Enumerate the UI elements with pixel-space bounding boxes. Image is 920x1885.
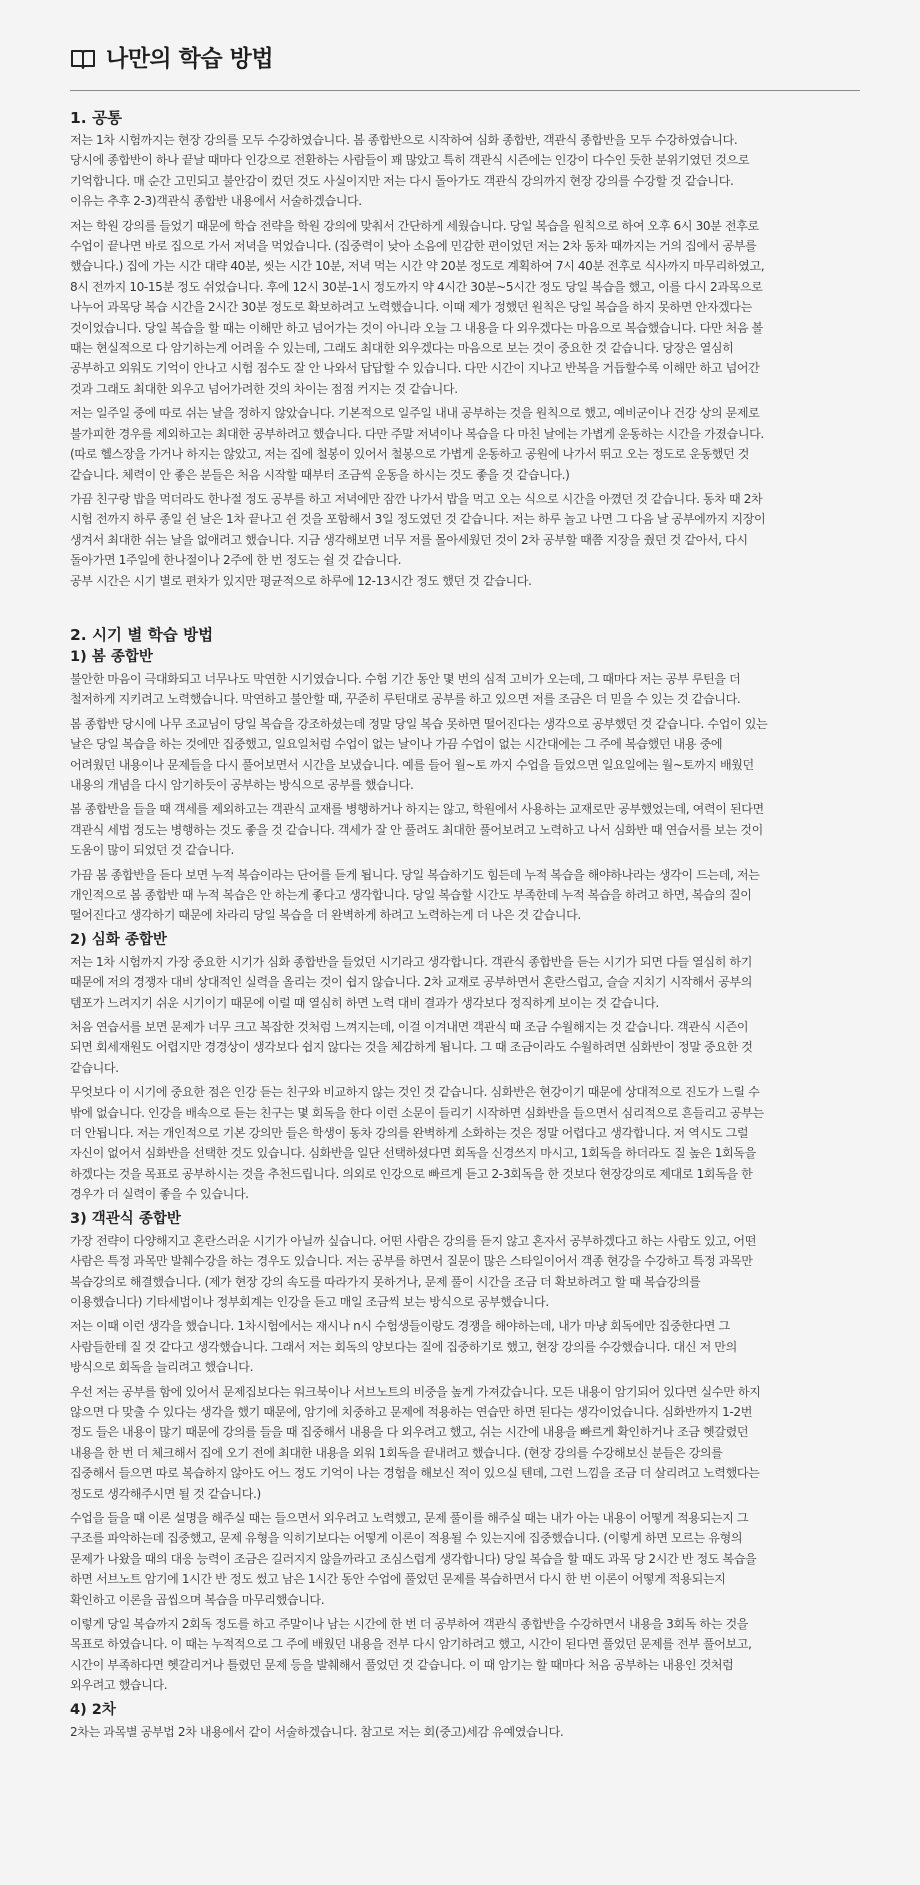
paragraph [70,952,860,1013]
text-line: 밖에 없습니다. 인강을 배속으로 듣는 친구는 몇 회독을 한다 이런 소문이 들리기 시작하면 심화반을 들으면서 심리적으로 흔들리고 공부는 [70,1105,764,1120]
text-line: 생겨서 최대한 쉬는 날을 없애려고 했습니다. 지금 생각해보면 너무 저를 몰아세웠던 것이 2차 공부할 때쯤 지장을 줬던 것 같아서, 다시 [70,532,748,547]
text-line: 저는 1차 시험까지는 현장 강의를 모두 수강하였습니다. 봄 종합반으로 시작하여 심화 종합반, 객관식 종합반을 모두 수강하였습니다. [70,133,738,147]
text-line: 외우려고 했습니다. [70,1678,168,1693]
text-line: 집중해서 들으면 따로 복습하지 않아도 어느 정도 기억이 나는 경험을 해보신 적이 있으실 텐데, 그런 느낌을 조금 더 살리려고 노력했다는 [70,1466,760,1481]
paragraph [70,1614,860,1696]
text-line: 하겠다는 것을 목표로 공부하시는 것을 추천드립니다. 의외로 인강으로 빠르게 듣고 2-3회독을 한 것보다 현장강의로 제대로 1회독을 한 [70,1166,753,1181]
paragraph [70,216,860,400]
subsection-heading-1: 1) 봄 종합반 [70,648,153,665]
page-title: 나만의 학습 방법 [106,46,274,72]
text-line: 기억합니다. 매 순간 고민되고 불안감이 컸던 것도 사실이지만 저는 다시 돌아가도 객관식 강의까지 현장 강의를 수강할 것 같습니다. [70,173,734,188]
text-line: 복습강의로 해결했습니다. (제가 현장 강의 속도를 따라가지 못하거나, 문제 풀이 시간을 조금 더 확보하려고 할 때 복습강의를 [70,1274,701,1289]
text-line: 때는 현실적으로 다 암기하는게 어려울 수 있는데, 그래도 최대한 외우겠다는 마음으로 보는 것이 중요한 것 같습니다. 당장은 열심히 [70,341,734,356]
text-line: 같습니다. [70,1060,119,1075]
text-line: 봄 종합반 당시에 나무 조교님이 당일 복습을 강조하셨는데 정말 당일 복습 못하면 떨어진다는 생각으로 공부했던 것 같습니다. 수업이 있는 [70,716,768,731]
text-line: 방식으로 회독을 늘리려고 했습니다. [70,1360,254,1375]
text-line: 이용했습니다) 기타세법이나 정부회계는 인강을 듣고 매일 조금씩 보는 방식으로 공부했습니다. [70,1294,549,1309]
text-line: 자신이 없어서 심화반을 선택한 것도 있습니다. 심화반을 일단 선택하셨다면 회독을 신경쓰지 마시고, 1회독을 하더라도 질 높은 1회독을 [70,1146,756,1161]
paragraph [70,865,860,926]
text-line: 떨어진다고 생각하기 때문에 차라리 당일 복습을 더 완벽하게 하려고 노력하는게 더 나은 것 같습니다. [70,908,581,923]
paragraph [70,669,860,710]
text-line: 하면 서브노트 암기에 1시간 반 정도 썼고 남은 1시간 동안 수업에 풀었던 문제를 복습하면서 다시 한 번 이론이 어떻게 적용되는지 [70,1572,726,1587]
text-line: 이렇게 당일 복습까지 2회독 정도를 하고 주말이나 남는 시간에 한 번 더 공부하여 객관식 종합반을 수강하면서 내용을 3회독 하는 것을 [70,1617,749,1631]
text-line: 사람들한테 질 것 같다고 생각했습니다. 그래서 저는 회독의 양보다는 질에 집중하기로 했고, 현장 강의를 수강했습니다. 대신 저 만의 [70,1339,737,1354]
paragraph [70,1508,860,1610]
text-line: 당시에 종합반이 하나 끝날 때마다 인강으로 전환하는 사람들이 꽤 많았고 특히 객관식 시즌에는 인강이 다수인 듯한 분위기였던 것으로 [70,153,750,168]
text-line: 저는 학원 강의를 들었기 때문에 학습 전략을 학원 강의에 맞춰서 간단하게 세웠습니다. 당일 복습을 원칙으로 하여 오후 6시 30분 전후로 [70,218,759,233]
text-line: 공부하고 외워도 기억이 안나고 시험 점수도 잘 안 나와서 답답할 수 있습니다. 다만 시간이 지나고 반복을 거듭할수록 이해만 하고 넘어간 [70,361,760,376]
text-line: 어려웠던 내용이나 문제들을 다시 풀어보면서 시간을 보냈습니다. 예를 들어 월~토 까지 수업을 들었으면 일요일에는 월~토까지 배웠던 [70,757,754,772]
text-line: 경우가 더 실력이 좋을 수 있습니다. [70,1187,249,1202]
book-icon [70,48,96,70]
paragraph [70,130,860,212]
text-line: 사람은 특정 과목만 발췌수강을 하는 경우도 있습니다. 저는 공부를 하면서 질문이 많은 스타일이어서 객종 현강을 수강하고 특정 과목만 [70,1254,753,1269]
text-line: 문제가 나왔을 때의 대응 능력이 조금은 길러지지 않을까라고 조심스럽게 생각합니다) 당일 복습을 할 때도 과목 당 2시간 반 정도 복습을 [70,1551,757,1566]
text-line: 시험 전까지 하루 종일 쉰 날은 1차 끝나고 쉰 것을 포함해서 3일 정도였던 것 같습니다. 저는 하루 놀고 나면 그 다음 날 공부에까지 지장이 [70,512,766,527]
paragraph [70,714,860,796]
text-line: 시간이 부족하다면 헷갈리거나 틀렸던 문제 등을 발췌해서 풀었던 것 같습니다. 이 때 암기는 할 때마다 처음 공부하는 내용인 것처럼 [70,1657,734,1672]
text-line: 템포가 느려지기 쉬운 시기이기 때문에 이럴 때 열심히 하면 노력 대비 결과가 생각보다 정직하게 보이는 것 같습니다. [70,995,659,1010]
section-heading-common: 1. 공통 [70,109,123,127]
text-line: 가끔 친구랑 밥을 먹더라도 한나절 정도 공부를 하고 저녁에만 잠깐 나가서 밥을 먹고 오는 식으로 시간을 아꼈던 것 같습니다. 동차 때 2차 [70,491,763,506]
text-line: 것이었습니다. 당일 복습을 할 때는 이해만 하고 넘어가는 것이 아니라 오늘 그 내용을 다 외우겠다는 마음으로 복습했습니다. 다만 처음 볼 [70,320,763,335]
subsection-heading-2: 2) 심화 종합반 [70,931,167,948]
text-line: 불안한 마음이 극대화되고 너무나도 막연한 시기였습니다. 수험 기간 동안 몇 번의 심적 고비가 오는데, 그 때마다 저는 공부 루틴을 더 [70,671,741,686]
paragraph [70,1722,860,1742]
text-line: 개인적으로 봄 종합반 때 누적 복습은 안 하는게 좋다고 생각합니다. 당일 복습할 시간도 부족한데 누적 복습을 하려고 하면, 복습의 질이 [70,888,752,902]
text-line: 객관식 세법 정도는 병행하는 것도 좋을 것 같습니다. 객세가 잘 안 풀려도 최대한 풀어보려고 노력하고 나서 심화반 때 연습서를 보는 것이 [70,822,763,837]
text-line: 저는 일주일 중에 따로 쉬는 날을 정하지 않았습니다. 기본적으로 일주일 내내 공부하는 것을 원칙으로 했고, 예비군이나 건강 상의 문제로 [70,406,760,421]
paragraph [70,1231,860,1313]
text-line: 가장 전략이 다양해지고 혼란스러운 시기가 아닐까 싶습니다. 어떤 사람은 강의를 듣지 않고 혼자서 공부하겠다고 하는 사람도 있고, 어떤 [70,1233,756,1248]
text-line: 봄 종합반을 들을 때 객세를 제외하고는 객관식 교재를 병행하거나 하지는 않고, 학원에서 사용하는 교재로만 공부했었는데, 여력이 된다면 [70,802,764,817]
section-periods [70,624,860,1742]
text-line: 철저하게 지키려고 노력했습니다. 막연하고 불안할 때, 꾸준히 루틴대로 공부를 하고 있으면 저를 조금은 더 믿을 수 있는 것 같습니다. [70,692,741,707]
text-line: 돌아가면 1주일에 한나절이나 2주에 한 번 정도는 쉴 것 같습니다. [70,553,402,568]
text-line: 정도 들은 내용이 많기 때문에 강의를 들을 때 집중해서 내용을 다 외우려고 했고, 쉬는 시간에 내용을 빠르게 확인하거나 조금 헷갈렸던 [70,1425,749,1440]
text-line: 우선 저는 공부를 함에 있어서 문제집보다는 워크북이나 서브노트의 비중을 높게 가져갔습니다. 모든 내용이 암기되어 있다면 실수만 하지 [70,1384,761,1399]
subsection-heading-4: 4) 2차 [70,1701,116,1718]
text-line: 저는 1차 시험까지 가장 중요한 시기가 심화 종합반을 들었던 시기라고 생각합니다. 객관식 종합반을 듣는 시기가 되면 다들 열심히 하기 [70,954,752,969]
text-line: 정도로 생각해주시면 될 것 같습니다.) [70,1486,261,1501]
text-line: 8시 전까지 10-15분 정도 쉬었습니다. 후에 12시 30분-1시 정도까지 약 4시간 30분~5시간 정도 당일 복습을 했고, 이를 다시 2과목으로 [70,279,763,294]
content [70,91,860,1742]
section-heading-periods: 2. 시기 별 학습 방법 [70,625,214,644]
paragraph [70,403,860,485]
paragraph [70,1082,860,1204]
text-line: 내용을 한 번 더 체크해서 집에 오기 전에 최대한 내용을 외워 1회독을 끝내려고 했습니다. (현장 강의를 수강해보신 분들은 강의를 [70,1445,723,1460]
section-common [70,107,860,591]
text-line: 것과 그래도 최대한 외우고 넘어가려한 것의 차이는 점점 커지는 것 같습니다. [70,381,458,396]
text-line: 무엇보다 이 시기에 중요한 점은 인강 듣는 친구와 비교하지 않는 것인 것 같습니다. 심화반은 현강이기 때문에 상대적으로 진도가 느릴 수 [70,1085,760,1100]
text-line: 확인하고 이론을 곱씹으며 복습을 마무리했습니다. [70,1592,325,1607]
text-line: 수업을 들을 때 이론 설명을 해주실 때는 들으면서 외우려고 노력했고, 문제 풀이를 해주실 때는 내가 아는 내용이 어떻게 적용되는지 그 [70,1510,749,1525]
text-line: 날은 당일 복습을 하는 것에만 집중했고, 일요일처럼 수업이 없는 날이나 가끔 수업이 없는 시간대에는 그 주에 복습했던 내용 중에 [70,737,723,752]
text-line: 때문에 저의 경쟁자 대비 상대적인 실력을 올리는 것이 쉽지 않습니다. 2차 교재로 공부하면서 혼란스럽고, 슬슬 지치기 시작해서 공부의 [70,975,752,990]
text-line: 내용의 개념을 다시 암기하듯이 공부하는 방식으로 공부를 했습니다. [70,777,414,792]
paragraph [70,489,860,591]
text-line: 했습니다.) 집에 가는 시간 대략 40분, 씻는 시간 10분, 저녁 먹는 시간 약 20분 정도로 계획하여 7시 40분 전후로 식사까지 마무리하였고, [70,259,765,274]
text-line: 않으면 다 맞출 수 있다는 생각을 했기 때문에, 암기에 치중하고 문제에 적용하는 연습만 하면 된다는 생각이었습니다. 심화반까지 1-2번 [70,1404,752,1419]
paragraph [70,799,860,860]
text-line: 도움이 많이 되었던 것 같습니다. [70,843,234,858]
text-line: 저는 이때 이런 생각을 했습니다. 1차시험에서는 재시나 n시 수험생들이랑도 경쟁을 해야하는데, 내가 마냥 회독에만 집중한다면 그 [70,1319,730,1334]
paragraph [70,1017,860,1078]
subsection-heading-3: 3) 객관식 종합반 [70,1210,181,1227]
text-line: 이유는 추후 2-3)객관식 종합반 내용에서 서술하겠습니다. [70,194,362,209]
text-line: 구조를 파악하는데 집중했고, 문제 유형을 익히기보다는 어떻게 이론이 적용될 수 있는지에 집중했습니다. (이렇게 하면 모르는 유형의 [70,1531,743,1546]
text-line: 나누어 과목당 복습 시간을 2시간 30분 정도로 확보하려고 노력했습니다. 이때 제가 정했던 원칙은 당일 복습을 하지 못하면 안자겠다는 [70,300,752,315]
paragraph [70,1382,860,1504]
text-line: 더 안됩니다. 저는 개인적으로 기본 강의만 들은 학생이 동차 강의를 완벽하게 소화하는 것은 정말 어렵다고 생각합니다. 저 역시도 그럴 [70,1126,749,1141]
title-row [70,44,860,91]
text-line: (따로 헬스장을 가거나 하지는 않았고, 저는 집에 철봉이 있어서 철봉으로 가볍게 운동하고 공원에 나가서 뛰고 오는 정도로 운동했던 것 [70,447,750,462]
paragraph [70,1316,860,1377]
text-line: 불가피한 경우를 제외하고는 최대한 공부하려고 했습니다. 다만 주말 저녁이나 복습을 다 마친 날에는 가볍게 운동하는 시간을 가졌습니다. [70,426,764,441]
text-line: 처음 연습서를 보면 문제가 너무 크고 복잡한 것처럼 느껴지는데, 이걸 이겨내면 객관식 때 조금 수월해지는 것 같습니다. 객관식 시즌이 [70,1020,749,1035]
text-line: 수업이 끝나면 바로 집으로 가서 저녁을 먹었습니다. (집중력이 낮아 소음에 민감한 편이었던 저는 2차 동차 때까지는 거의 집에서 공부를 [70,239,757,254]
text-line: 2차는 과목별 공부법 2차 내용에서 같이 서술하겠습니다. 참고로 저는 회(중고)세감 유예였습니다. [70,1724,564,1739]
text-line: 가끔 봄 종합반을 듣다 보면 누적 복습이라는 단어를 듣게 됩니다. 당일 복습하기도 힘든데 누적 복습을 해야하나라는 생각이 드는데, 저는 [70,867,760,882]
text-line: 되면 회세재원도 어렵지만 경경상이 생각보다 쉽지 않다는 것을 체감하게 됩니다. 그 때 조금이라도 수월하려면 심화반이 정말 중요한 것 [70,1040,753,1055]
text-line: 목표로 하였습니다. 이 때는 누적적으로 그 주에 배웠던 내용을 전부 다시 암기하려고 했고, 시간이 된다면 풀었던 문제를 전부 풀어보고, [70,1637,752,1652]
text-line: 공부 시간은 시기 별로 편차가 있지만 평균적으로 하루에 12-13시간 정도 했던 것 같습니다. [70,573,532,588]
text-line: 같습니다. 체력이 안 좋은 분들은 처음 시작할 때부터 조금씩 운동을 하시는 것도 좋을 것 같습니다.) [70,467,570,482]
